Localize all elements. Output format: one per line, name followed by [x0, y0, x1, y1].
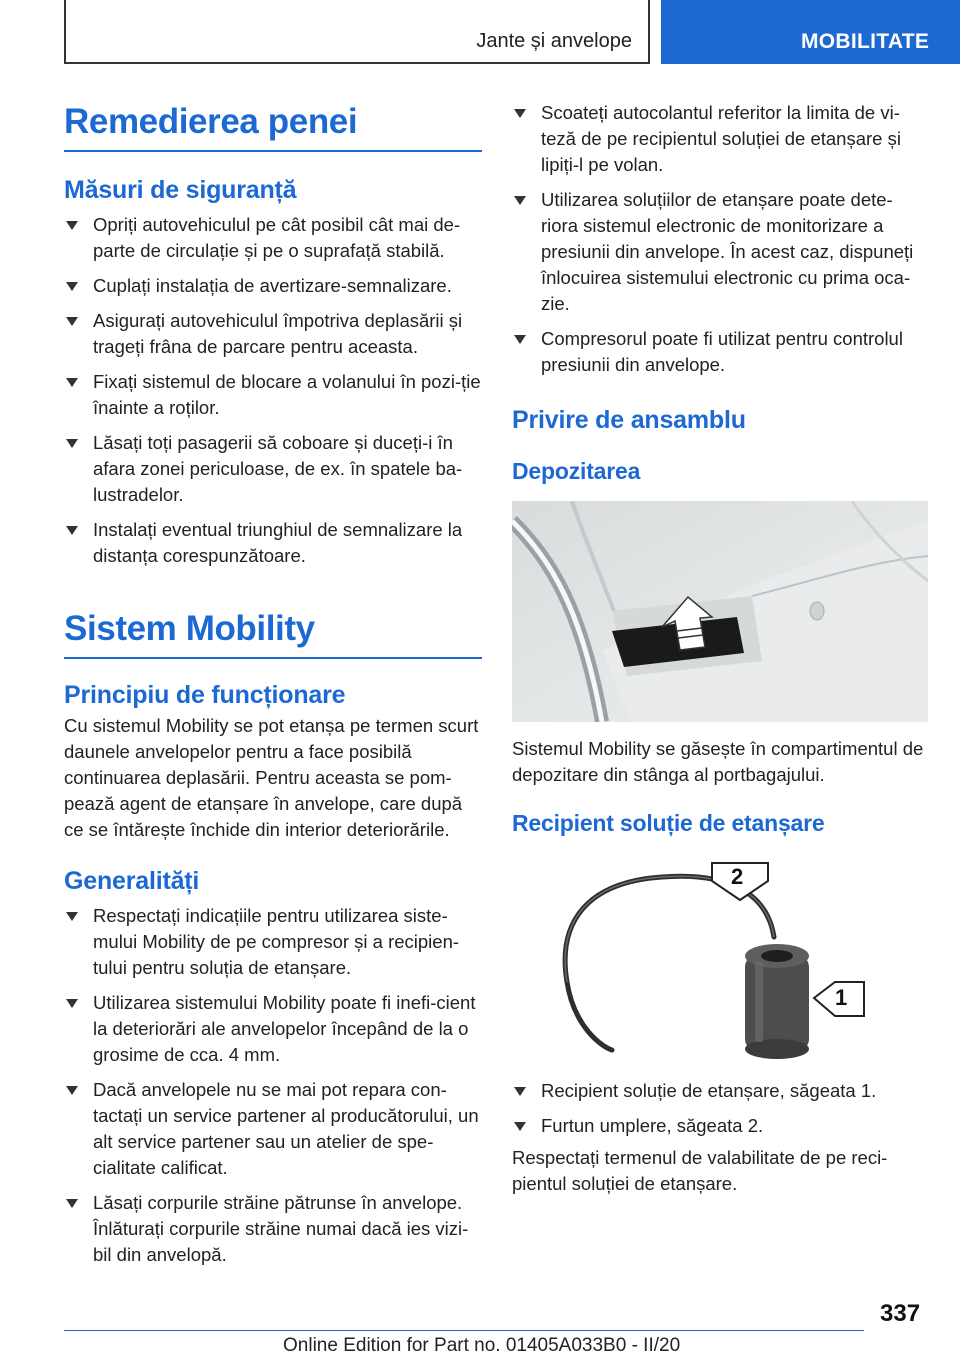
top-list [512, 100, 928, 378]
generalitati-list [64, 903, 482, 1268]
chapter-tab[interactable]: MOBILITATE [661, 0, 960, 64]
heading-depozitarea: Depozitarea [512, 458, 641, 484]
list-item: Instalați eventual triunghiul de semnalizare la distanța corespunzătoare. [64, 517, 482, 569]
list-item: Lăsați corpurile străine pătrunse în anvelope. Înlăturați corpurile străine numai dacă ies vizi-bil din anvelopă. [64, 1190, 482, 1268]
arrow-label-1: 1 [835, 985, 848, 1010]
list-item: Compresorul poate fi utilizat pentru controlul presiunii din anvelope. [512, 326, 928, 378]
list-item: Asigurați autovehiculul împotriva deplasării și trageți frâna de parcare pentru aceasta. [64, 308, 482, 360]
list-item: Dacă anvelopele nu se mai pot repara con-tactați un service partener al producătorului, un alt service partener sau un atelier de spe-cialitate calificat. [64, 1077, 482, 1181]
right-column [512, 100, 928, 1197]
footer-divider [64, 1330, 864, 1331]
heading-principiu-functionare: Principiu de funcționare [64, 681, 346, 709]
page-number: 337 [880, 1300, 921, 1327]
heading-privire-ansamblu: Privire de ansamblu [512, 406, 746, 434]
trunk-storage-illustration [512, 501, 928, 722]
list-item: Recipient soluție de etanșare, săgeata 1. [512, 1078, 928, 1104]
list-item: Lăsați toți pasagerii să coboare și duceți-i în afara zonei periculoase, de ex. în spatele ba-lustradelor. [64, 430, 482, 508]
list-item: Utilizarea soluțiilor de etanșare poate dete-riora sistemul electronic de monitorizare a presiunii din anvelope. În acest caz, dispuneți înlocuirea sistemului electronic cu prima oca-zie. [512, 187, 928, 317]
heading-recipient: Recipient soluție de etanșare [512, 810, 825, 836]
header-section-box [64, 0, 650, 64]
heading-remedierea-penei: Remedierea penei [64, 100, 482, 152]
recipient-list [512, 1078, 928, 1139]
list-item: Opriți autovehiculul pe cât posibil cât mai de-parte de circulație și pe o suprafață stabilă. [64, 212, 482, 264]
sealant-container-illustration [512, 852, 928, 1066]
depozitarea-paragraph: Sistemul Mobility se găsește în compartimentul de depozitare din stânga al portbagajului. [512, 738, 924, 785]
heading-masuri-siguranta: Măsuri de siguranță [64, 176, 297, 204]
principiu-paragraph: Cu sistemul Mobility se pot etanșa pe termen scurt daunele anvelopelor pentru a face posibilă continuarea deplasării. Pentru aceasta se pom-pează agent de etanșare în anvelope, care după ce se întărește închide din interior deteriorările. [64, 715, 479, 840]
termen-paragraph: Respectați termenul de valabilitate de pe reci-pientul soluției de etanșare. [512, 1147, 888, 1194]
left-column [64, 100, 482, 1268]
list-item: Utilizarea sistemului Mobility poate fi inefi-cient la deteriorări ale anvelopelor începând de la o grosime de cca. 4 mm. [64, 990, 482, 1068]
arrow-label-2: 2 [731, 864, 744, 889]
list-item: Fixați sistemul de blocare a volanului în pozi-ție înainte a roților. [64, 369, 482, 421]
list-item: Cuplați instalația de avertizare-semnalizare. [64, 273, 482, 299]
list-item: Furtun umplere, săgeata 2. [512, 1113, 928, 1139]
heading-sistem-mobility: Sistem Mobility [64, 607, 482, 659]
trunk-storage-photo [512, 501, 928, 722]
sealant-container-diagram [512, 852, 928, 1066]
section-title: Jante și anvelope [476, 30, 632, 52]
masuri-list [64, 212, 482, 569]
edition-text: Online Edition for Part no. 01405A033B0 - II/20 [283, 1335, 681, 1356]
list-item: Scoateți autocolantul referitor la limita de vi-teză de pe recipientul soluției de etanșare și lipiți-l pe volan. [512, 100, 928, 178]
heading-generalitati: Generalități [64, 867, 200, 895]
list-item: Respectați indicațiile pentru utilizarea siste-mului Mobility de pe compresor și a recipien-tului pentru soluția de etanșare. [64, 903, 482, 981]
